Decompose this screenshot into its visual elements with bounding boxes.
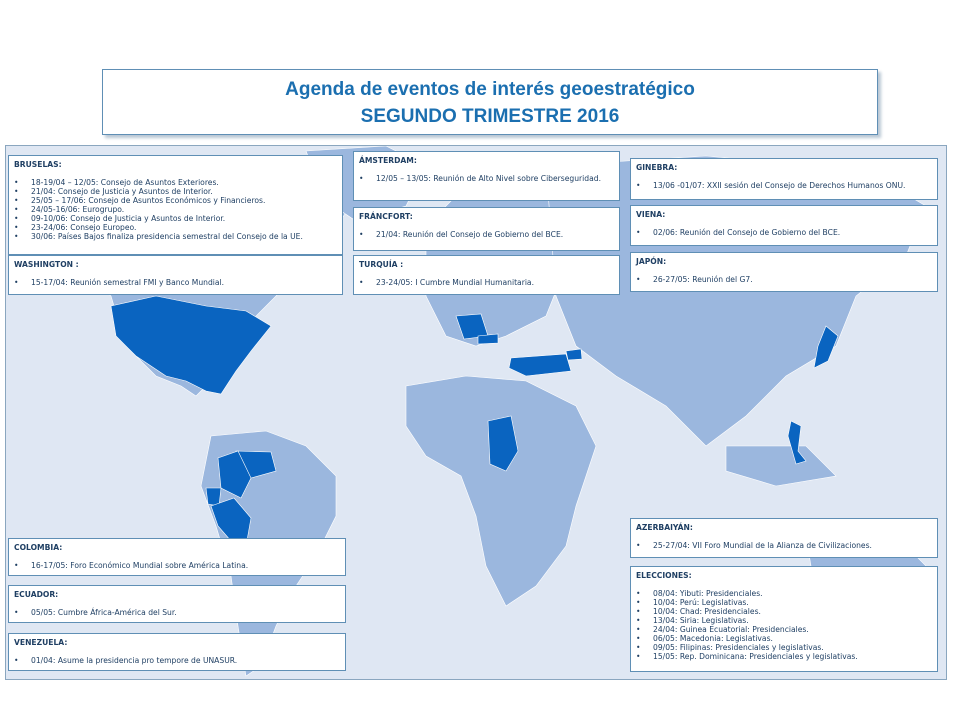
list-item: • 12/05 – 13/05: Reunión de Alto Nivel sobre Ciberseguridad. [359, 174, 614, 183]
viena-list [636, 228, 932, 237]
list-item: • 09-10/06: Consejo de Justicia y Asuntos de Interior. [14, 214, 337, 223]
ginebra-list [636, 181, 932, 190]
viena-heading: VIENA: [636, 210, 666, 219]
francfort-heading: FRÁNCFORT: [359, 212, 413, 221]
japon-list [636, 275, 932, 284]
francfort-list [359, 230, 614, 239]
list-item: • 10/04: Chad: Presidenciales. [636, 607, 932, 616]
list-item: • 26-27/05: Reunión del G7. [636, 275, 932, 284]
list-item: • 15/05: Rep. Dominicana: Presidenciales y legislativas. [636, 652, 932, 661]
ginebra-heading: GINEBRA: [636, 163, 678, 172]
amsterdam-heading: ÁMSTERDAM: [359, 156, 417, 165]
elecciones-box [630, 566, 938, 672]
list-item: • 06/05: Macedonia: Legislativas. [636, 634, 932, 643]
list-item: • 18-19/04 – 12/05: Consejo de Asuntos Exteriores. [14, 178, 337, 187]
venezuela-heading: VENEZUELA: [14, 638, 68, 647]
washington-box [8, 255, 343, 295]
list-item: • 21/04: Consejo de Justicia y Asuntos de Interior. [14, 187, 337, 196]
azerbaiyan-box [630, 518, 938, 558]
turquia-list [359, 278, 614, 287]
ginebra-box [630, 158, 938, 200]
viena-box [630, 205, 938, 246]
washington-list [14, 278, 337, 287]
list-item: • 24/04: Guinea Ecuatorial: Presidenciales. [636, 625, 932, 634]
japon-heading: JAPÓN: [636, 257, 667, 266]
venezuela-list [14, 656, 340, 665]
bruselas-list [14, 178, 337, 241]
list-item: • 13/04: Siria: Legislativas. [636, 616, 932, 625]
list-item: • 02/06: Reunión del Consejo de Gobierno del BCE. [636, 228, 932, 237]
list-item: • 05/05: Cumbre África-América del Sur. [14, 608, 340, 617]
azerbaiyan-list [636, 541, 932, 550]
ecuador-heading: ECUADOR: [14, 590, 59, 599]
list-item: • 30/06: Países Bajos finaliza presidencia semestral del Consejo de la UE. [14, 232, 337, 241]
ecuador-list [14, 608, 340, 617]
turquia-box [353, 255, 620, 295]
elecciones-heading: ELECCIONES: [636, 571, 692, 580]
francfort-box [353, 207, 620, 251]
japon-box [630, 252, 938, 292]
bruselas-box [8, 155, 343, 255]
colombia-box [8, 538, 346, 576]
elecciones-list [636, 589, 932, 661]
list-item: • 16-17/05: Foro Económico Mundial sobre América Latina. [14, 561, 340, 570]
list-item: • 09/05: Filipinas: Presidenciales y legislativas. [636, 643, 932, 652]
title-banner [102, 69, 878, 135]
amsterdam-list [359, 174, 614, 183]
list-item: • 24/05-16/06: Eurogrupo. [14, 205, 337, 214]
colombia-list [14, 561, 340, 570]
list-item: • 25/05 – 17/06: Consejo de Asuntos Económicos y Financieros. [14, 196, 337, 205]
list-item: • 13/06 -01/07: XXII sesión del Consejo de Derechos Humanos ONU. [636, 181, 932, 190]
azerbaiyan-heading: AZERBAIYÁN: [636, 523, 693, 532]
list-item: • 23-24/05: I Cumbre Mundial Humanitaria. [359, 278, 614, 287]
list-item: • 15-17/04: Reunión semestral FMI y Banco Mundial. [14, 278, 337, 287]
amsterdam-box [353, 151, 620, 201]
ecuador-box [8, 585, 346, 623]
azerbaijan-highlight [566, 349, 582, 360]
indonesia-land [726, 446, 836, 486]
bruselas-heading: BRUSELAS: [14, 160, 62, 169]
list-item: • 10/04: Perú: Legislativas. [636, 598, 932, 607]
list-item: • 23-24/06: Consejo Europeo. [14, 223, 337, 232]
austria-highlight [478, 334, 498, 344]
list-item: • 25-27/04: VII Foro Mundial de la Alianza de Civilizaciones. [636, 541, 932, 550]
list-item: • 08/04: Yibuti: Presidenciales. [636, 589, 932, 598]
turquia-heading: TURQUÍA : [359, 260, 404, 269]
list-item: • 01/04: Asume la presidencia pro tempore de UNASUR. [14, 656, 340, 665]
turkey-highlight [509, 354, 571, 376]
africa-land [406, 376, 596, 606]
washington-heading: WASHINGTON : [14, 260, 79, 269]
list-item: • 21/04: Reunión del Consejo de Gobierno del BCE. [359, 230, 614, 239]
venezuela-box [8, 633, 346, 671]
title-line-2: SEGUNDO TRIMESTRE 2016 [360, 106, 620, 127]
colombia-heading: COLOMBIA: [14, 543, 63, 552]
title-line-1: Agenda de eventos de interés geoestratégico [285, 79, 695, 100]
